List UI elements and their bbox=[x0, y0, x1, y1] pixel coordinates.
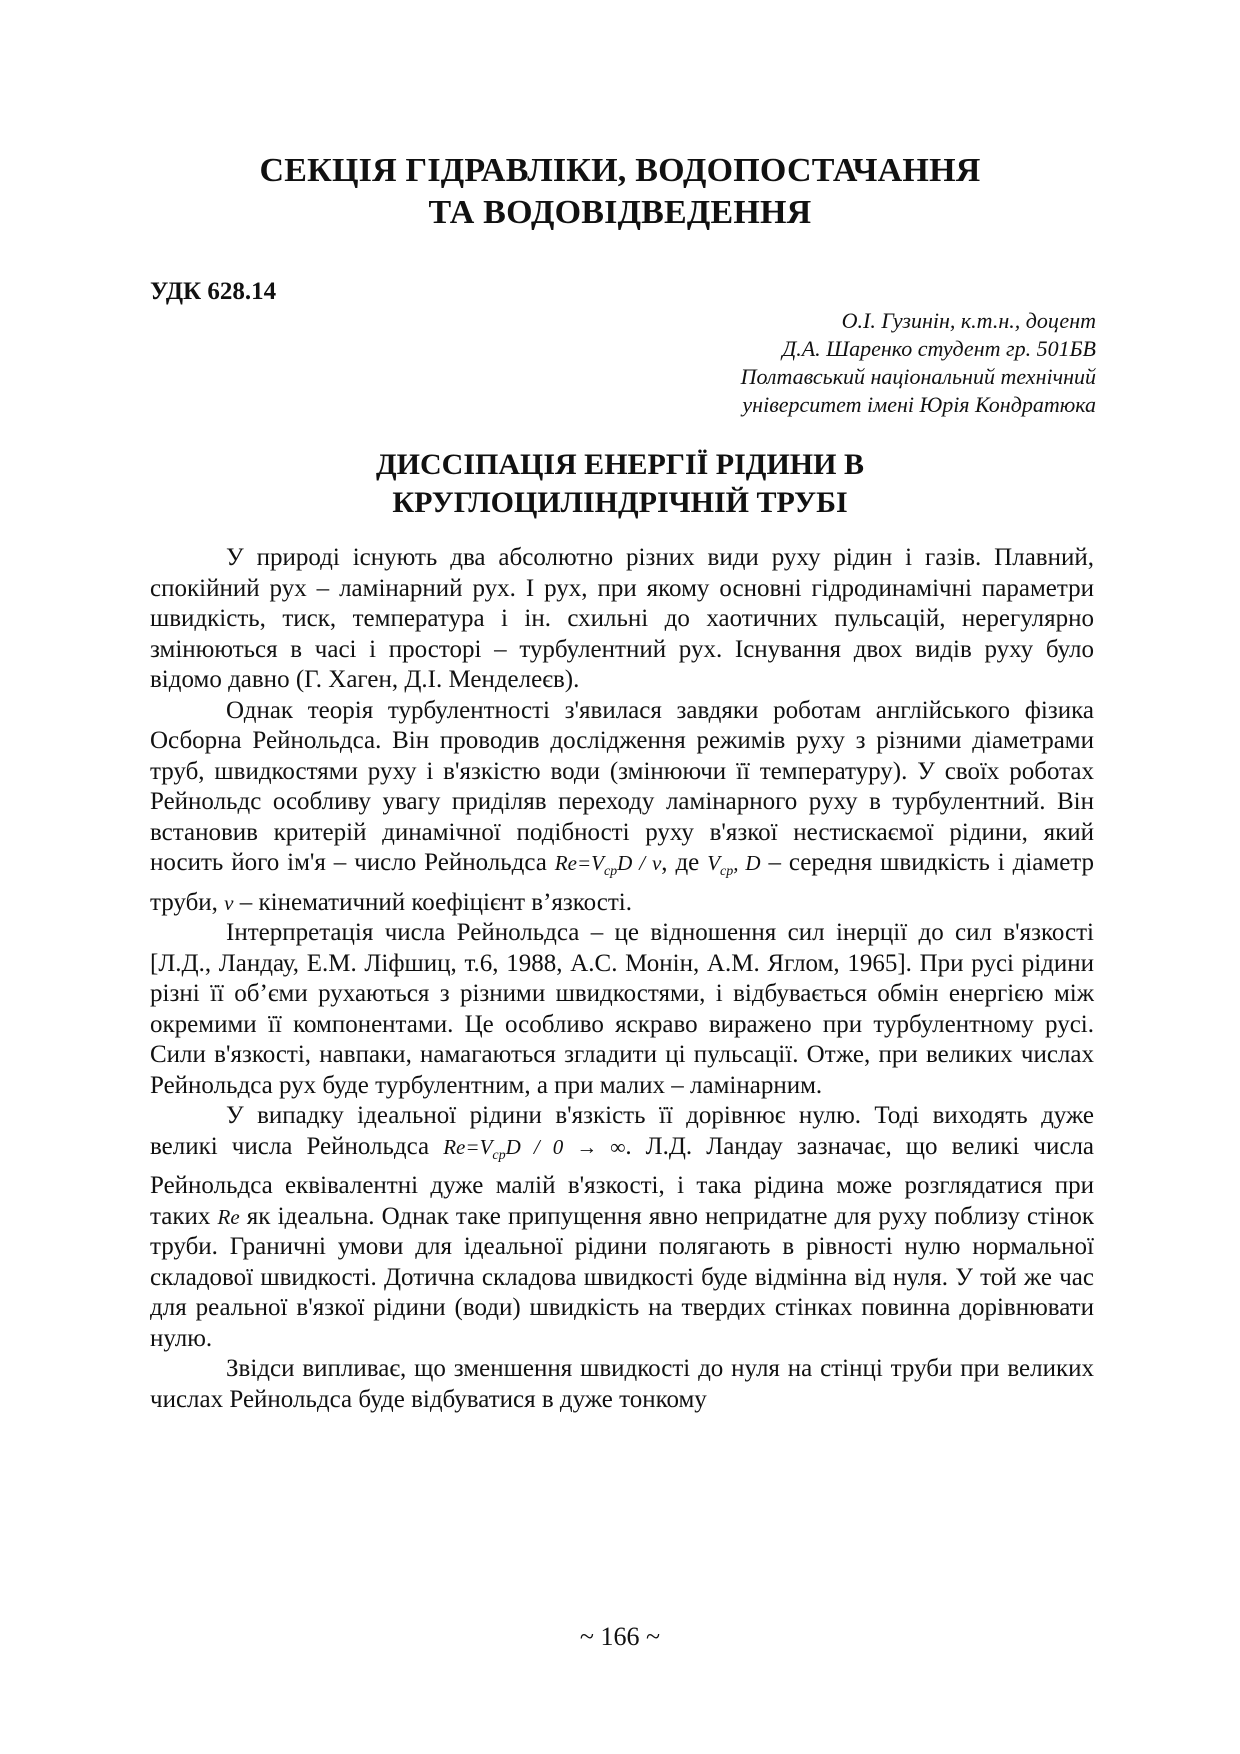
author-block bbox=[476, 307, 1096, 419]
formula2-equals: = bbox=[465, 1134, 480, 1159]
ideal-fluid-formula bbox=[443, 1134, 626, 1163]
paragraph-2-text-c: – середня швидкість і діаметр труби, bbox=[150, 849, 1095, 916]
paragraph-4 bbox=[150, 1101, 1094, 1354]
article-body bbox=[150, 543, 1094, 1415]
paragraph-2-text-b: , де bbox=[661, 849, 700, 876]
paper-title-line-1: ДИССІПАЦІЯ ЕНЕРГІЇ РІДИНИ В bbox=[376, 448, 864, 481]
author-1: О.І. Гузинін, к.т.н., доцент bbox=[841, 308, 1096, 333]
formula2-subscript-cp: cp bbox=[492, 1147, 506, 1163]
paragraph-4-text-a: У випадку ідеальної рідини в'язкість її дорівнює нулю. Тоді виходять дуже великі числа Рейнольдса bbox=[150, 1102, 1094, 1160]
paragraph-2 bbox=[150, 696, 1094, 919]
paragraph-5: Звідси випливає, що зменшення швидкості до нуля на стінці труби при великих числах Рейнольдса буде відбуватися в дуже тонкому bbox=[150, 1355, 1094, 1413]
viscosity-symbol: ν bbox=[224, 890, 234, 915]
affiliation-line-1: Полтавський національний технічний bbox=[740, 364, 1096, 389]
formula2-d-over-zero: D / 0 → ∞ bbox=[505, 1134, 626, 1159]
affiliation-line-2: університет імені Юрія Кондратюка bbox=[742, 392, 1096, 417]
symbol-d: , D bbox=[733, 851, 761, 875]
paragraph-3: Інтерпретація числа Рейнольдса – це відношення сил інерції до сил в'язкості [Л.Д., Ландау, Е.М. Ліфшиц, т.6, 1988, А.С. Монін, А.М. Яглом, 1965]. При русі рідини різні її об’єми рухаються з різними швидкостями, і відбувається обмін енергією між окремими її компонентами. Це особливо яскраво виражено при турбулентному русі. Сили в'язкості, навпаки, намагаються згладити ці пульсації. Отже, при великих числах Рейнольдса рух буде турбулентним, а при малих – ламінарним. bbox=[150, 919, 1094, 1099]
udc-code: УДК 628.14 bbox=[150, 278, 277, 305]
formula-d-over-nu: D / ν bbox=[617, 851, 662, 875]
paragraph-4-text-c: як ідеальна. Однак таке припущення явно непридатне для руху поблизу стінок труби. Граничні умови для ідеальної рідини полягають в рівності нулю нормальної складової швидкості. Дотична складова швидкості буде відмінна від нуля. У той же час для реальної в'язкої рідини (води) швидкість на твердих стінках повинна дорівнювати нулю. bbox=[150, 1202, 1095, 1352]
re-symbol: Re bbox=[217, 1204, 240, 1229]
paper-title bbox=[150, 446, 1090, 522]
page-number: ~ 166 ~ bbox=[579, 1622, 661, 1651]
paragraph-4-text-b: . Л.Д. Ландау зазначає, що великі числа Рейнольдса еквівалентні дуже малій в'язкості, і така рідина може розглядатися при таких bbox=[150, 1132, 1095, 1230]
formula2-v: V bbox=[479, 1134, 493, 1159]
section-title-line-2: ТА ВОДОВІДВЕДЕННЯ bbox=[428, 194, 812, 231]
formula-equals: = bbox=[576, 851, 592, 875]
paragraph-1: У природі існують два абсолютно різних види руху рідин і газів. Плавний, спокійний рух – ламінарний рух. І рух, при якому основні гідродинамічні параметри швидкість, тиск, температура і ін. схильні до хаотичних пульсацій, нерегулярно змінюються в часі і просторі – турбулентний рух. Існування двох видів руху було відомо давно (Г. Хаген, Д.І. Менделеєв). bbox=[150, 544, 1094, 693]
reynolds-formula bbox=[554, 851, 662, 880]
formula-subscript-cp: cp bbox=[603, 864, 618, 880]
paper-title-line-2: КРУГЛОЦИЛІНДРІЧНІЙ ТРУБІ bbox=[392, 486, 848, 519]
formula-v: V bbox=[591, 851, 604, 875]
symbol-subscript-cp: cp bbox=[720, 864, 734, 880]
author-2: Д.А. Шаренко студент гр. 501БВ bbox=[782, 336, 1096, 361]
paragraph-2-text-a: Однак теорія турбулентності з'явилася завдяки роботам англійського фізика Осборна Рейнольдса. Він проводив дослідження режимів руху з різними діаметрами труб, швидкостями руху і в'язкістю води (змінюючи її температуру). У своїх роботах Рейнольдс особливу увагу приділяв переходу ламінарного руху в турбулентний. Він встановив критерій динамічної подібності руху в'язкої нестискаємої рідини, який носить його ім'я – число Рейнольдса bbox=[150, 696, 1094, 876]
formula-re: Re bbox=[554, 851, 577, 875]
velocity-diameter-symbols bbox=[707, 851, 761, 880]
section-title-line-1: СЕКЦІЯ ГІДРАВЛІКИ, ВОДОПОСТАЧАННЯ bbox=[259, 152, 981, 189]
formula2-re: Re bbox=[443, 1134, 466, 1159]
paragraph-2-text-d: – кінематичний коефіцієнт в’язкості. bbox=[239, 888, 632, 916]
section-title bbox=[150, 150, 1090, 234]
symbol-v: V bbox=[707, 851, 721, 875]
